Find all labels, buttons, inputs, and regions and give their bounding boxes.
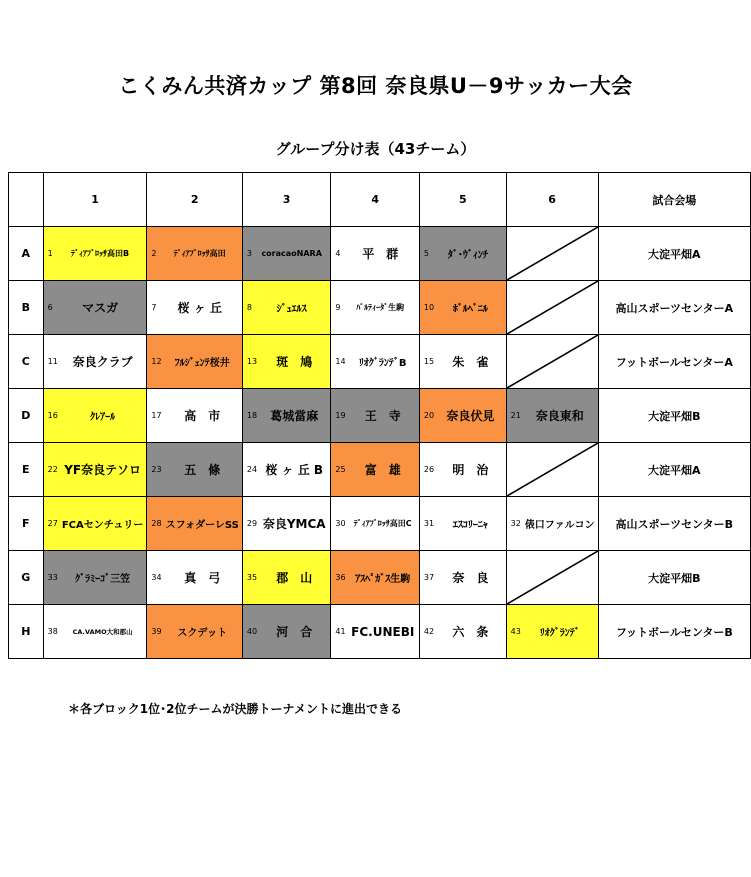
team-name: 桜 ヶ 丘 <box>177 301 222 315</box>
diagonal-slash <box>507 443 598 496</box>
team-cell-content <box>147 281 241 334</box>
team-number: 41 <box>335 627 346 636</box>
column-header-3: 3 <box>242 173 331 227</box>
team-name: ﾀﾞ･ｳﾞｨﾝﾁ <box>447 250 488 261</box>
team-number: 12 <box>151 357 162 366</box>
group-row-a <box>9 227 751 281</box>
team-cell <box>147 443 242 497</box>
empty-slot <box>506 227 598 281</box>
team-cell-content <box>507 497 598 550</box>
team-cell <box>242 227 331 281</box>
team-name: ﾘｵｸﾞﾗﾝﾃﾞ <box>539 628 580 639</box>
team-cell <box>331 443 420 497</box>
team-cell <box>331 551 420 605</box>
team-cell-content <box>44 605 147 658</box>
team-cell <box>419 281 506 335</box>
team-name: 明 治 <box>452 463 489 477</box>
team-name: 富 雄 <box>364 463 401 477</box>
group-label: F <box>9 497 44 551</box>
team-cell-content <box>331 227 419 280</box>
team-name: ﾊﾟﾙﾃｨｰﾀﾞ生駒 <box>356 303 405 312</box>
team-cell-content <box>243 551 331 604</box>
team-name: ﾃﾞｨｱﾌﾞﾛｯｻ高田C <box>353 519 412 528</box>
team-cell-content <box>147 497 241 550</box>
group-label: G <box>9 551 44 605</box>
team-number: 32 <box>510 519 521 528</box>
team-number: 33 <box>47 573 58 582</box>
team-name: 俵口ファルコン <box>524 520 595 531</box>
diagonal-slash <box>507 551 598 604</box>
team-cell <box>242 335 331 389</box>
team-number: 10 <box>423 303 435 312</box>
venue-cell: 大淀平畑B <box>598 551 750 605</box>
team-cell <box>506 389 598 443</box>
team-number: 43 <box>510 627 521 636</box>
team-cell <box>43 335 147 389</box>
team-cell-content <box>44 551 147 604</box>
team-cell <box>147 497 242 551</box>
team-cell-content <box>420 551 506 604</box>
team-cell-content <box>147 335 241 388</box>
team-name: 王 寺 <box>364 409 401 423</box>
team-cell-content <box>331 281 419 334</box>
team-cell-content <box>147 389 241 442</box>
team-number: 15 <box>423 357 435 366</box>
team-number: 18 <box>246 411 258 420</box>
team-cell <box>147 227 242 281</box>
team-number: 36 <box>335 573 346 582</box>
team-cell-content <box>147 551 241 604</box>
team-number: 20 <box>423 411 435 420</box>
team-name: 奈良東和 <box>535 409 584 423</box>
team-name: YF奈良テソロ <box>64 463 141 477</box>
team-cell <box>331 497 420 551</box>
team-name: 六 条 <box>452 625 489 639</box>
venue-cell: フットボールセンターA <box>598 335 750 389</box>
team-cell-content <box>420 389 506 442</box>
empty-slot <box>506 443 598 497</box>
team-cell-content <box>44 389 147 442</box>
team-cell-content <box>420 227 506 280</box>
team-number: 8 <box>246 303 252 312</box>
team-number: 9 <box>335 303 341 312</box>
venue-cell: 高山スポーツセンターA <box>598 281 750 335</box>
venue-cell: 大淀平畑A <box>598 443 750 497</box>
venue-cell: フットボールセンターB <box>598 605 750 659</box>
team-name: ｼﾞｭｴﾙｽ <box>276 304 307 315</box>
team-number: 4 <box>335 249 341 258</box>
page-title: こくみん共済カップ 第8回 奈良県U－9サッカー大会 <box>118 74 633 98</box>
team-name: 斑 鳩 <box>276 355 313 369</box>
team-number: 6 <box>47 303 53 312</box>
team-cell <box>331 227 420 281</box>
team-name: 河 合 <box>276 625 313 639</box>
team-cell-content <box>147 443 241 496</box>
team-name: 葛城當麻 <box>270 409 319 423</box>
team-cell-content <box>331 551 419 604</box>
team-cell <box>419 551 506 605</box>
team-cell <box>147 335 242 389</box>
team-name: coracaoNARA <box>261 249 322 258</box>
venue-header: 試合会場 <box>598 173 750 227</box>
team-cell <box>331 281 420 335</box>
empty-slot <box>506 281 598 335</box>
group-row-g <box>9 551 751 605</box>
team-cell-content <box>44 227 147 280</box>
group-row-c <box>9 335 751 389</box>
team-name: ﾃﾞｨｱﾌﾞﾛｯｻ高田 <box>173 249 226 258</box>
team-cell <box>419 605 506 659</box>
group-label: B <box>9 281 44 335</box>
team-cell-content <box>243 281 331 334</box>
team-number: 37 <box>423 573 435 582</box>
group-row-e <box>9 443 751 497</box>
team-cell <box>419 227 506 281</box>
team-number: 23 <box>151 465 162 474</box>
footnote: ＊各ブロック1位･2位チームが決勝トーナメントに進出できる <box>68 702 402 716</box>
team-number: 13 <box>246 357 258 366</box>
team-number: 25 <box>335 465 346 474</box>
team-cell <box>242 605 331 659</box>
team-cell <box>147 389 242 443</box>
table-subtitle: グループ分け表（43チーム） <box>275 140 476 158</box>
team-name: マスガ <box>82 301 119 315</box>
team-cell-content <box>243 497 331 550</box>
team-cell <box>331 605 420 659</box>
team-name: ｴｽｺﾘｰﾆｬ <box>452 520 488 531</box>
team-name: スクデット <box>177 628 228 639</box>
team-cell-content <box>420 605 506 658</box>
team-name: FC.UNEBI <box>351 624 415 639</box>
empty-slot <box>506 335 598 389</box>
team-cell <box>419 335 506 389</box>
column-header-4: 4 <box>331 173 420 227</box>
venue-cell: 大淀平畑A <box>598 227 750 281</box>
team-number: 28 <box>151 519 162 528</box>
team-cell-content <box>331 443 419 496</box>
team-name: ｸﾚｱｰﾙ <box>90 412 116 423</box>
team-number: 39 <box>151 627 162 636</box>
team-number: 21 <box>510 411 521 420</box>
team-cell-content <box>44 335 147 388</box>
team-name: FCAセンチュリー <box>61 520 144 531</box>
team-cell-content <box>243 443 331 496</box>
team-cell <box>242 443 331 497</box>
team-number: 17 <box>151 411 162 420</box>
team-cell <box>242 551 331 605</box>
team-cell-content <box>147 605 241 658</box>
team-name: 奈 良 <box>452 571 489 585</box>
corner-cell <box>9 173 44 227</box>
team-cell-content <box>331 605 419 658</box>
team-name: 桜 ヶ 丘 B <box>265 463 324 477</box>
diagonal-slash <box>507 227 598 280</box>
team-name: ｱｽﾍﾟｶﾞｽ生駒 <box>355 574 411 585</box>
team-cell-content <box>243 605 331 658</box>
team-cell <box>43 443 147 497</box>
team-cell <box>147 605 242 659</box>
team-number: 35 <box>246 573 258 582</box>
team-number: 3 <box>246 249 252 258</box>
team-cell <box>43 551 147 605</box>
team-name: ﾃﾞｨｱﾌﾞﾛｯｻ高田B <box>71 249 130 258</box>
team-number: 26 <box>423 465 435 474</box>
team-number: 34 <box>151 573 162 582</box>
group-label: C <box>9 335 44 389</box>
team-cell-content <box>420 281 506 334</box>
team-cell-content <box>331 335 419 388</box>
team-number: 5 <box>423 249 430 258</box>
team-cell-content <box>331 389 419 442</box>
group-label: A <box>9 227 44 281</box>
team-cell <box>43 227 147 281</box>
team-number: 22 <box>47 465 58 474</box>
team-cell-content <box>420 335 506 388</box>
group-label: D <box>9 389 44 443</box>
team-number: 19 <box>335 411 346 420</box>
team-number: 2 <box>151 249 157 258</box>
team-cell-content <box>243 389 331 442</box>
team-cell-content <box>507 605 598 658</box>
team-number: 30 <box>335 519 346 528</box>
group-row-b <box>9 281 751 335</box>
team-number: 1 <box>47 249 53 258</box>
team-cell <box>242 281 331 335</box>
team-number: 29 <box>246 519 258 528</box>
column-header-1: 1 <box>43 173 147 227</box>
team-name: 奈良クラブ <box>72 355 133 369</box>
team-name: スフォダーレSS <box>165 520 239 531</box>
team-number: 7 <box>151 303 157 312</box>
team-cell <box>331 335 420 389</box>
team-cell-content <box>243 227 331 280</box>
team-cell-content <box>44 497 147 550</box>
team-name: 奈良YMCA <box>262 517 326 531</box>
team-number: 38 <box>47 627 58 636</box>
team-cell <box>506 605 598 659</box>
team-cell <box>419 497 506 551</box>
group-row-h <box>9 605 751 659</box>
team-cell <box>147 281 242 335</box>
group-row-d <box>9 389 751 443</box>
team-number: 24 <box>246 465 258 474</box>
team-cell <box>43 389 147 443</box>
team-cell <box>242 497 331 551</box>
team-number: 27 <box>47 519 58 528</box>
team-cell <box>43 281 147 335</box>
team-cell <box>147 551 242 605</box>
team-name: 郡 山 <box>276 571 313 585</box>
team-cell <box>506 497 598 551</box>
group-label: H <box>9 605 44 659</box>
team-cell-content <box>44 443 147 496</box>
group-table <box>8 172 751 659</box>
team-number: 11 <box>47 357 58 366</box>
column-header-2: 2 <box>147 173 242 227</box>
team-cell-content <box>44 281 147 334</box>
team-name: ｸﾞﾗﾐｰｺﾞ三笠 <box>75 574 131 585</box>
team-cell <box>419 389 506 443</box>
team-cell-content <box>243 335 331 388</box>
group-row-f <box>9 497 751 551</box>
team-name: 真 弓 <box>184 571 221 585</box>
team-cell <box>419 443 506 497</box>
team-cell <box>242 389 331 443</box>
column-header-6: 6 <box>506 173 598 227</box>
venue-cell: 大淀平畑B <box>598 389 750 443</box>
team-number: 31 <box>423 519 435 528</box>
column-header-5: 5 <box>419 173 506 227</box>
group-label: E <box>9 443 44 497</box>
team-number: 16 <box>47 411 58 420</box>
team-cell-content <box>331 497 419 550</box>
empty-slot <box>506 551 598 605</box>
team-name: ﾌﾙｼﾞｪﾝﾃ桜井 <box>174 358 230 369</box>
team-name: 奈良伏見 <box>446 409 495 423</box>
team-cell-content <box>147 227 241 280</box>
team-name: 高 市 <box>184 409 221 423</box>
team-name: 朱 雀 <box>452 355 489 369</box>
team-number: 40 <box>246 627 258 636</box>
team-cell-content <box>420 497 506 550</box>
team-name: CA.VAMO大和郡山 <box>72 628 133 636</box>
diagonal-slash <box>507 281 598 334</box>
team-cell-content <box>420 443 506 496</box>
team-cell-content <box>507 389 598 442</box>
team-cell <box>43 497 147 551</box>
team-cell <box>43 605 147 659</box>
header-row <box>9 173 751 227</box>
team-number: 42 <box>423 627 435 636</box>
diagonal-slash <box>507 335 598 388</box>
team-name: 五 條 <box>184 463 221 477</box>
team-name: 平 群 <box>362 247 399 261</box>
team-name: ﾎﾞﾙﾍﾞﾆﾙ <box>452 304 488 315</box>
team-cell <box>331 389 420 443</box>
team-number: 14 <box>335 357 346 366</box>
team-name: ﾘｵｸﾞﾗﾝﾃﾞB <box>358 358 407 369</box>
venue-cell: 高山スポーツセンターB <box>598 497 750 551</box>
